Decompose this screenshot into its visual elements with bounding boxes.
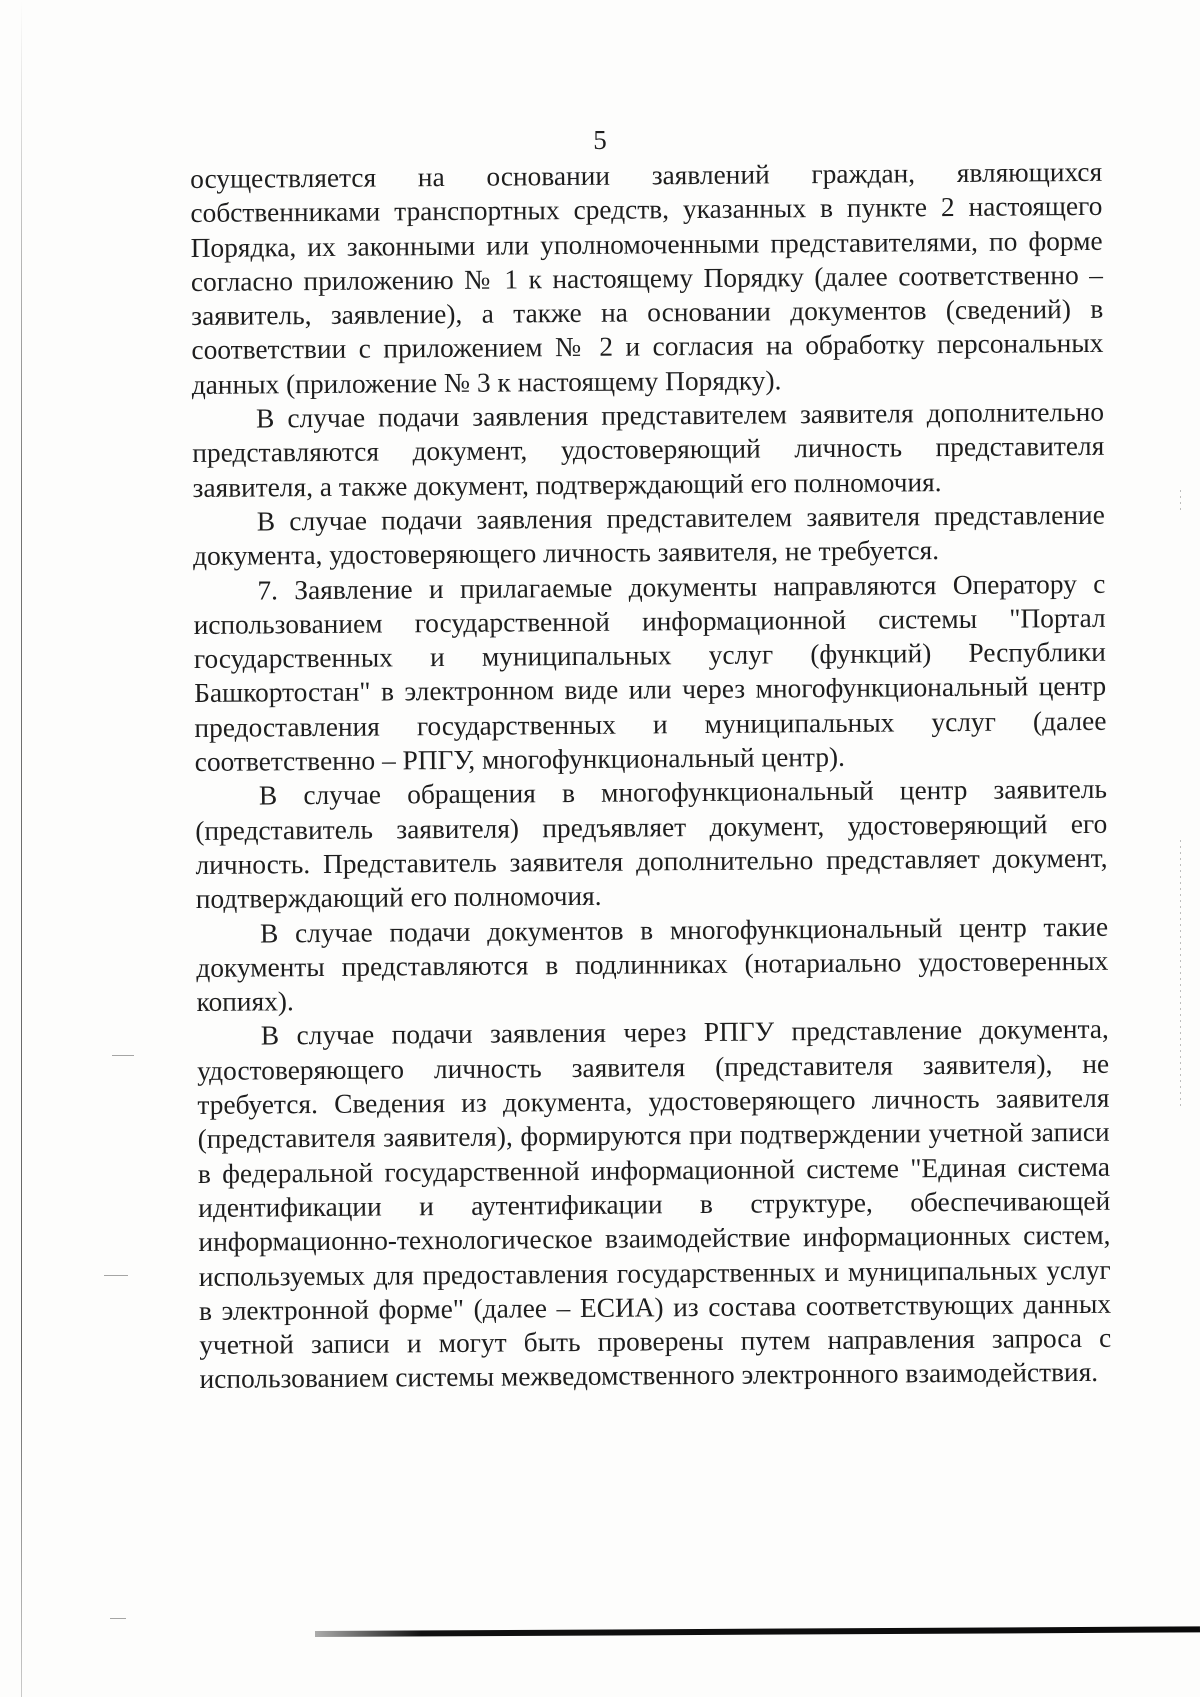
paragraph-mfc-application: В случае обращения в многофункциональный центр заявитель (представитель заявителя) предъявляет документ, удостоверяющий его личность. Представитель заявителя дополнительно представляет документ, подтверждающий его полномочия. <box>195 774 1108 915</box>
scan-mark <box>110 1618 126 1619</box>
scan-edge-bar <box>315 1626 1200 1637</box>
scan-mark <box>104 1275 128 1276</box>
scan-mark <box>112 1055 134 1056</box>
scan-edge-line <box>21 0 22 1697</box>
document-body <box>190 155 1112 1397</box>
paragraph-item-7: 7. Заявление и прилагаемые документы направляются Оператору с использованием государственной информационной системы "Портал государственных и муниципальных услуг (функций) Республики Башкортостан" в электронном виде или через многофункциональный центр предоставления государственных и муниципальных услуг (далее соответственно – РПГУ, многофункциональный центр). <box>193 568 1107 778</box>
paragraph-1-continuation: осуществляется на основании заявлений граждан, являющихся собственниками транспортных средств, указанных в пункте 2 настоящего Порядка, их законными или уполномоченными представителями, по форме согласно приложению № 1 к настоящему Порядку (далее соответственно – заявитель, заявление), а также на основании документов (сведений) в соответствии с приложением № 2 и согласия на обработку персональных данных (приложение № 3 к настоящему Порядку). <box>190 156 1104 400</box>
paragraph-rpgu-esia: В случае подачи заявления через РПГУ представление документа, удостоверяющего личность заявителя (представителя заявителя), не требуется. Сведения из документа, удостоверяющего личность заявителя (представителя заявителя), формируются при подтверждении учетной записи в федеральной государственной информационной системе "Единая система идентификации и аутентификации в структуре, обеспечивающей информационно-технологическое взаимодействие информационных систем, используемых для предоставления государственных и муниципальных услуг в электронной форме" (далее – ЕСИА) из состава соответствующих данных учетной записи и могут быть проверены путем направления запроса с использованием системы межведомственного электронного взаимодействия. <box>197 1014 1112 1395</box>
page-number: 5 <box>593 125 607 155</box>
paragraph-representative-documents: В случае подачи заявления представителем заявителя дополнительно представляются документ, удостоверяющий личность представителя заявителя, а также документ, подтверждающий его полномочия. <box>192 396 1105 503</box>
scan-mark <box>1180 840 1181 1110</box>
paragraph-mfc-originals: В случае подачи документов в многофункциональный центр такие документы представляются в подлинниках (нотариально удостоверенных копиях). <box>196 911 1109 1018</box>
paragraph-identity-not-required: В случае подачи заявления представителем заявителя представление документа, удостоверяющего личность заявителя, не требуется. <box>192 499 1105 572</box>
scan-mark <box>1180 490 1181 512</box>
